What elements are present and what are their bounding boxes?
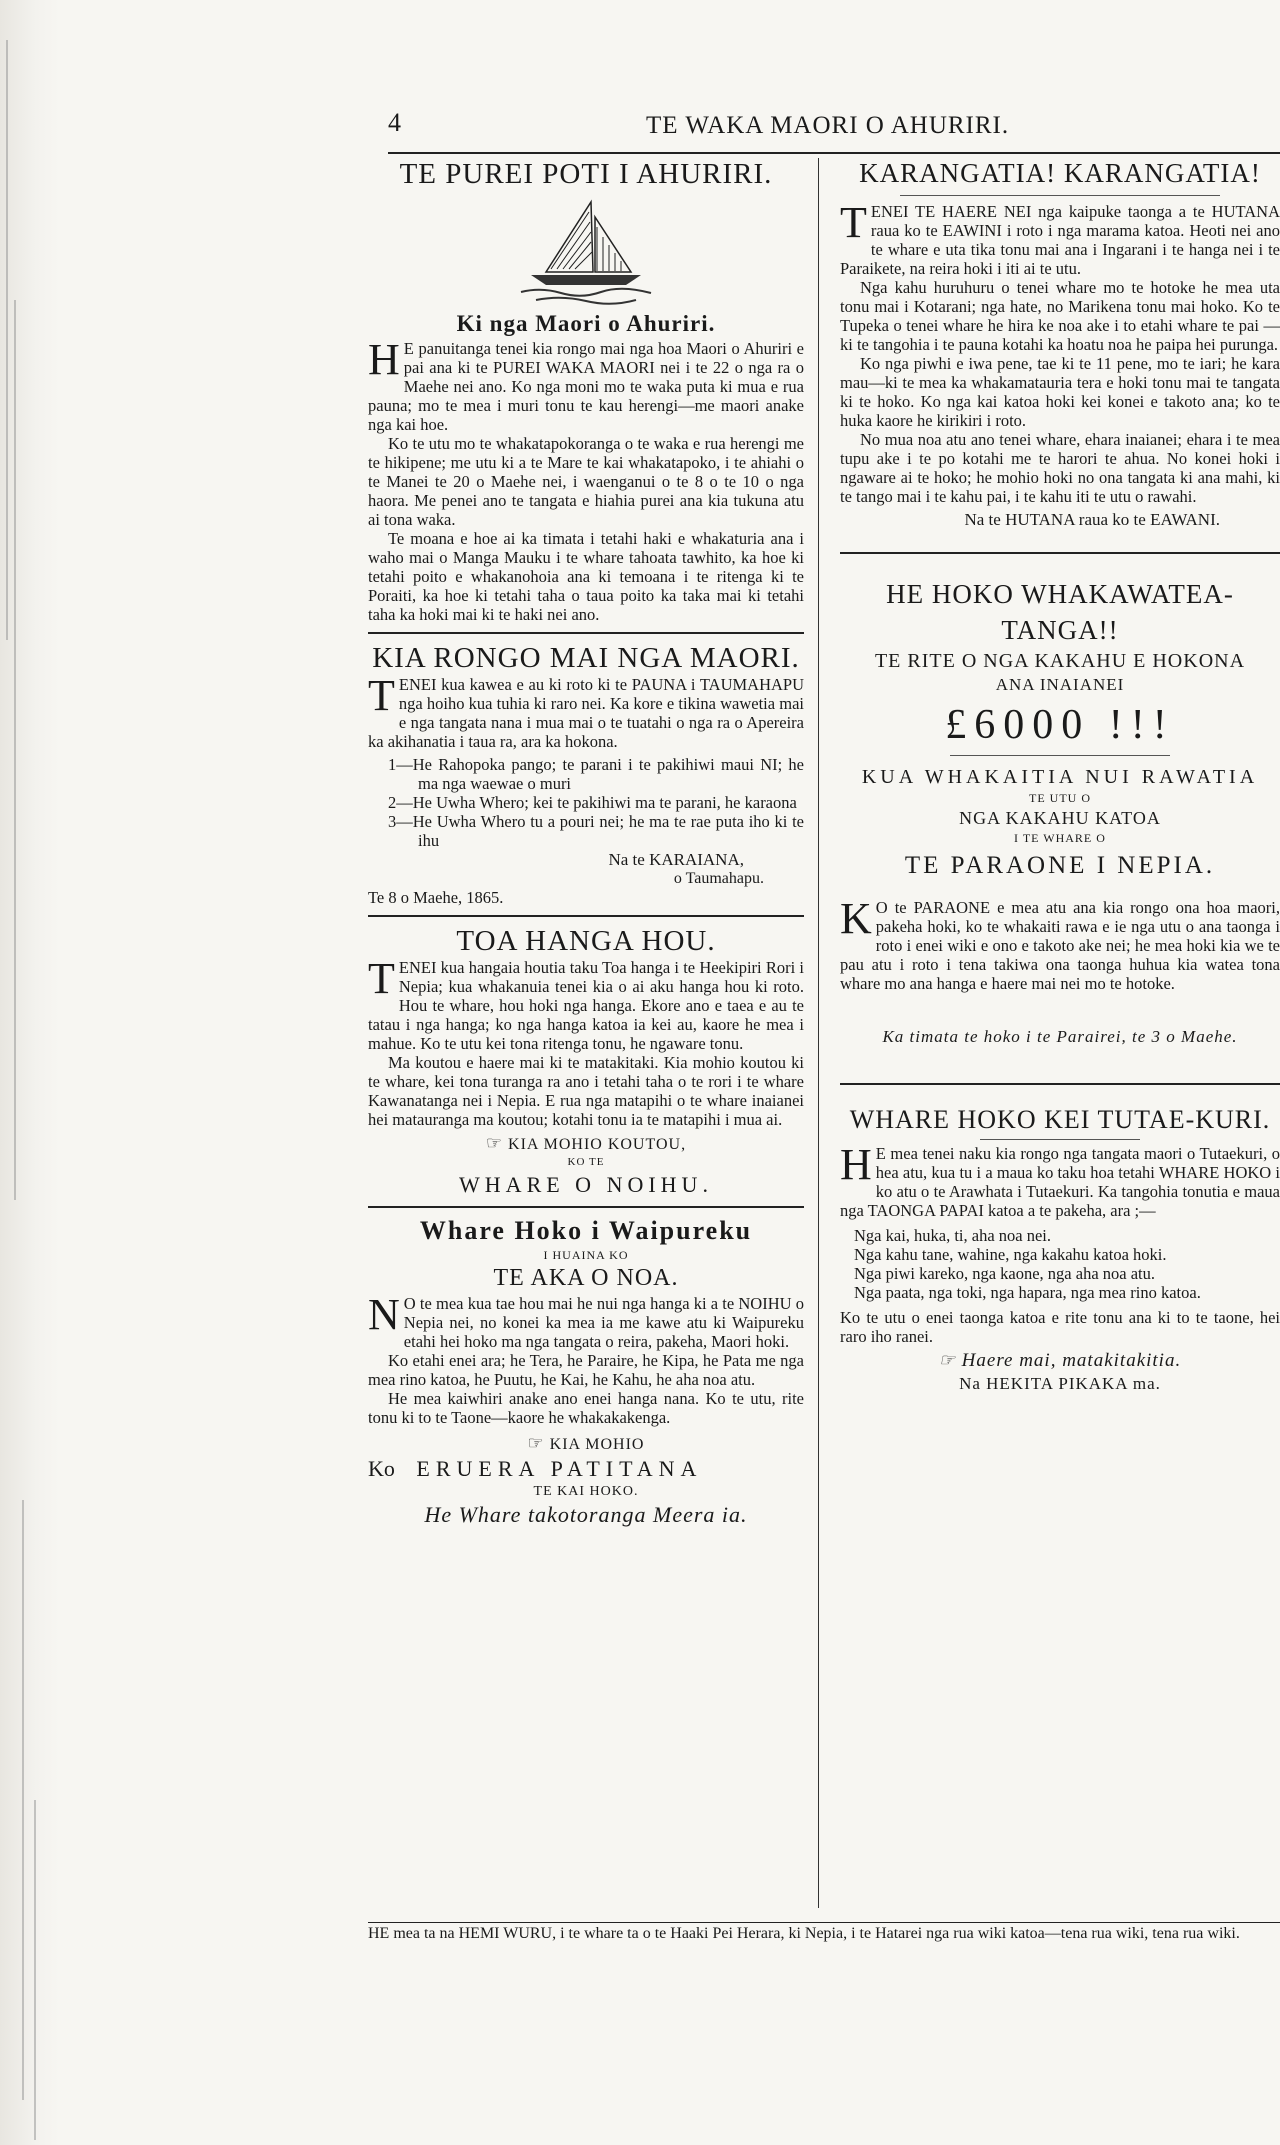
- regatta-subheading: Ki nga Maori o Ahuriri.: [456, 311, 716, 336]
- waipureku-named: I HUAINA KO: [543, 1248, 629, 1262]
- clearance-line: TE RITE O NGA KAKAHU E HOKONA: [874, 650, 1246, 672]
- waipureku-ko: Ko: [368, 1456, 395, 1481]
- section-divider: [368, 915, 804, 917]
- tutaekuri-invite: Haere mai, matakitakitia.: [961, 1350, 1182, 1371]
- goods-list-item: Nga kai, huka, ti, aha noa nei.: [854, 1226, 1052, 1245]
- pointing-hand-icon: ☞: [938, 1350, 956, 1370]
- imprint-footer: [368, 1922, 1280, 1943]
- waipureku-paragraph: NO te mea kua tae hou mai he nui nga hanga ki a te NOIHU o Nepia nei, no konei ka mea ia me kawe atu ki Waipureku etahi hei hoko ma nga tangata o reira, pakeha, Maori hoki.: [368, 1290, 804, 1351]
- kiarongo-date: Te 8 o Maehe, 1865.: [368, 888, 504, 907]
- section-divider: [368, 632, 804, 634]
- goods-list-item: Nga piwi kareko, nga kaone, nga aha noa atu.: [854, 1264, 1156, 1283]
- karangatia-signature: Na te HUTANA raua ko te EAWANI.: [964, 510, 1220, 529]
- toa-paragraph: TENEI kua hangaia houtia taku Toa hanga i te Heekipiri Rori i Nepia; kua whakanuia tenei kia o ai aku hanga hou ki roto. Hou te whare, hou hoki nga hanga. Ekore ano e taea e au te tatau i nga hanga; ko nga hanga katoa ia kei au, kaore he mea i mahue. Ko te utu kei tona ritenga tonu, he ngaware tonu.: [368, 954, 804, 1053]
- pointing-hand-icon: ☞: [485, 1133, 504, 1153]
- sailboat-icon: [511, 197, 661, 307]
- tutaekuri-paragraph: HE mea tenei naku kia rongo nga tangata maori o Tutaekuri, o hea atu, kua tu i a maua ko taku hoa tetahi WHARE HOKO i ko atu o te Arawhata i Tutaekuri. Ka tangohia tonutia e maua nga TAONGA PAPAI katoa a te pakeha, ara ;—: [840, 1140, 1280, 1220]
- karangatia-paragraph: Ko nga piwhi e iwa pene, tae ki te 11 pene, mo te iari; he kara mau—ki te mea ka whakamatauria tera e hoki tonu mai te tangata ki te hoko. Ko nga kai katoa hoki kei konei e takoto ana; ko te huka kaore he kirikiri i roto.: [840, 354, 1280, 430]
- header-rule: [388, 152, 1280, 154]
- footer-rule: [368, 1922, 1280, 1923]
- page-number: 4: [388, 108, 401, 137]
- tutaekuri-heading: WHARE HOKO KEI TUTAE-KURI.: [849, 1105, 1271, 1134]
- tutaekuri-signature: Na HEKITA PIKAKA ma.: [959, 1374, 1161, 1393]
- small-divider: [980, 1139, 1140, 1140]
- kiarongo-heading: KIA RONGO MAI NGA MAORI.: [372, 642, 800, 674]
- horse-list-item: 3—He Uwha Whero tu a pouri nei; he ma te rae puta iho ki te ihu: [388, 812, 804, 850]
- regatta-paragraph: Te moana e hoe ai ka timata i tetahi haki e whakaturia ana i waho mai o Manga Mauku i te whare tahoata tawhito, ka hoe ki tetahi poito e whakanohoia ana ki temoana i te ritenga ki te Poraiti, ka hoe ki tetahi taha o taua poito ka taka mai ki tetahi taha ka hoki mai ki te haki nei ano.: [368, 529, 804, 624]
- small-divider: [900, 195, 1220, 196]
- horse-list-item: 2—He Uwha Whero; kei te pakihiwi ma te parani, he karaona: [388, 793, 797, 812]
- waipureku-heading: Whare Hoko i Waipureku: [419, 1216, 753, 1245]
- clearance-line: TE UTU O: [1029, 791, 1091, 805]
- karangatia-paragraph: Nga kahu huruhuru o tenei whare mo te hotoke he mea uta tonu mai i Kotarani; nga hate, no Marikena tonu mai hoko. Ko te Tupeka o tenei whare he hira ke noa ake i to etahi whare te pai —ki te tangohia i te pauna kotahi ka hoatu noa he paipa hei purunga.: [840, 278, 1280, 354]
- clearance-line: I TE WHARE O: [1014, 831, 1106, 845]
- waipureku-owner: ERUERA PATITANA: [416, 1456, 703, 1481]
- kiarongo-notice: [368, 642, 804, 907]
- left-column: [368, 158, 804, 1534]
- clearance-line: ANA INAIANEI: [995, 675, 1125, 694]
- kiarongo-signature: Na te KARAIANA,: [608, 850, 744, 869]
- karangatia-notice: [840, 158, 1280, 530]
- clearance-start-date: Ka timata te hoko i te Parairei, te 3 o Maehe.: [882, 1027, 1238, 1046]
- waipureku-place: He Whare takotoranga Meera ia.: [424, 1502, 748, 1527]
- goods-list-item: Nga paata, nga toki, nga hapara, nga mea rino katoa.: [854, 1283, 1201, 1302]
- goods-list-item: Nga kahu tane, wahine, nga kakahu katoa hoki.: [854, 1245, 1167, 1264]
- tutaekuri-notice: [840, 1105, 1280, 1394]
- clearance-amount: £6000 !!!: [945, 702, 1175, 748]
- horse-list-item: 1—He Rahopoka pango; te parani i te pakihiwi maui NI; he ma nga waewae o muri: [388, 755, 804, 793]
- page-header: [388, 108, 1248, 148]
- waipureku-store-name: TE AKA O NOA.: [493, 1265, 679, 1291]
- toa-notice-label: KIA MOHIO KOUTOU,: [508, 1136, 687, 1153]
- toa-store-name: WHARE O NOIHU.: [459, 1172, 713, 1197]
- toa-heading: TOA HANGA HOU.: [456, 925, 716, 957]
- pointing-hand-icon: ☞: [527, 1433, 545, 1453]
- waipureku-paragraph: Ko etahi enei ara; he Tera, he Paraire, he Kipa, he Pata me nga mea rino katoa, he Puutu, he Kai, he Kahu, he aha noa atu.: [368, 1351, 804, 1389]
- regatta-paragraph: Ko te utu mo te whakatapokoranga o te waka e rua herengi me te hikipene; me utu ki a te Mare te kai whakatapoko, i te ahiahi o te Manei te 20 o Maehe nei, i waenganui o te 8 o te 10 o nga haora. Me penei ano te tangata e hiahia purei ana kia tukuna atu ai tona waka.: [368, 434, 804, 529]
- newspaper-title: TE WAKA MAORI O AHURIRI.: [646, 112, 1010, 139]
- clearance-line: NGA KAKAHU KATOA: [959, 808, 1161, 828]
- section-divider: [840, 1083, 1280, 1085]
- waipureku-paragraph: He mea kaiwhiri anake ano enei hanga nana. Ko te utu, rite tonu ki to te Taone—kaore he whakakakenga.: [368, 1389, 804, 1427]
- toa-paragraph: Ma koutou e haere mai ki te matakitaki. Kia mohio koutou ki te whare, kei tona turanga ra ano i tetahi taha o te rori i te whare Kawanatanga nei i Nepia. E rua nga matapihi o te whare inaianei hei matauranga ma koutou; kotahi tonu ia te matapihi i mua ai.: [368, 1053, 804, 1129]
- clearance-sale-notice: [840, 576, 1280, 1047]
- karangatia-paragraph: No mua noa atu ano tenei whare, ehara inaianei; ehara i te mea tupu ake i te po kotahi me te harori te ahua. No konei hoki i ngaware ai te hoko; he mohio hoki no ona tangata ki ana mahi, ki te tango mai i te kahu pai, i te kahu iti te utu o rawahi.: [840, 430, 1280, 506]
- regatta-notice: [368, 158, 804, 624]
- clearance-paragraph: KO te PARAONE e mea atu ana kia rongo ona hoa maori, pakeha hoki, ko te whakaiti rawa e ie nga utu o ana taonga i roto i enei wiki e ono e takoto ake nei; he mea hoki kia we te pau atu i roto i tena takiwa ona taonga huhua kia watea tona whare mo ana hanga e haere mai nei mo te hotoke.: [840, 894, 1280, 993]
- small-divider: [950, 755, 1170, 756]
- regatta-paragraph: HE panuitanga tenei kia rongo mai nga hoa Maori o Ahuriri e pai ana ki te PUREI WAKA MAORI nei i te 22 o nga ra o Maehe nei ano. Ko nga moni mo te waka puta ki mua e rua pauna; mo te mea i muri tonu te kau herengi—me maori anake nga kai hoe.: [368, 335, 804, 434]
- karangatia-paragraph: TENEI TE HAERE NEI nga kaipuke taonga a te HUTANA raua ko te EAWINI i roto i nga marama katoa. Heoti nei ano te whare e uta tika tonu mai ana i Ingarani i te hanga nei i te Paraikete, na reira hoki i iti ai te utu.: [840, 198, 1280, 278]
- tutaekuri-paragraph: Ko te utu o enei taonga katoa e rite tonu ana ki to te taone, hei raro iho ranei.: [840, 1308, 1280, 1346]
- page-spine: [0, 0, 60, 2145]
- clearance-heading: HE HOKO WHAKAWATEA-TANGA!!: [886, 579, 1234, 645]
- column-rule: [818, 158, 819, 1908]
- karangatia-heading: KARANGATIA! KARANGATIA!: [859, 158, 1261, 188]
- waipureku-notice-label: KIA MOHIO: [549, 1436, 645, 1453]
- clearance-store: TE PARAONE I NEPIA.: [904, 852, 1216, 879]
- section-divider: [368, 1206, 804, 1208]
- kiarongo-paragraph: TENEI kua kawea e au ki roto ki te PAUNA i TAUMAHAPU nga hoiho kua tuhia ki raro nei. Ka kore e tikina wawetia mai e nga tangata nana i mua mai o te tuatahi o nga ra o Apereira ka akihanatia i taua ra, ara ka hokona.: [368, 671, 804, 751]
- regatta-heading: TE PUREI POTI I AHURIRI.: [399, 158, 773, 190]
- waipureku-role: TE KAI HOKO.: [533, 1484, 639, 1499]
- imprint-text: HE mea ta na HEMI WURU, i te whare ta o te Haaki Pei Herara, ki Nepia, i te Hatarei nga rua wiki katoa—tena rua wiki, tena rua wiki.: [368, 1925, 1240, 1942]
- waipureku-notice: [368, 1216, 804, 1528]
- right-column: [840, 158, 1280, 1400]
- clearance-line: KUA WHAKAITIA NUI RAWATIA: [861, 766, 1259, 788]
- kiarongo-place: o Taumahapu.: [673, 870, 764, 887]
- toa-notice: [368, 925, 804, 1198]
- toa-ko-te: KO TE: [567, 1156, 605, 1168]
- section-divider: [840, 552, 1280, 554]
